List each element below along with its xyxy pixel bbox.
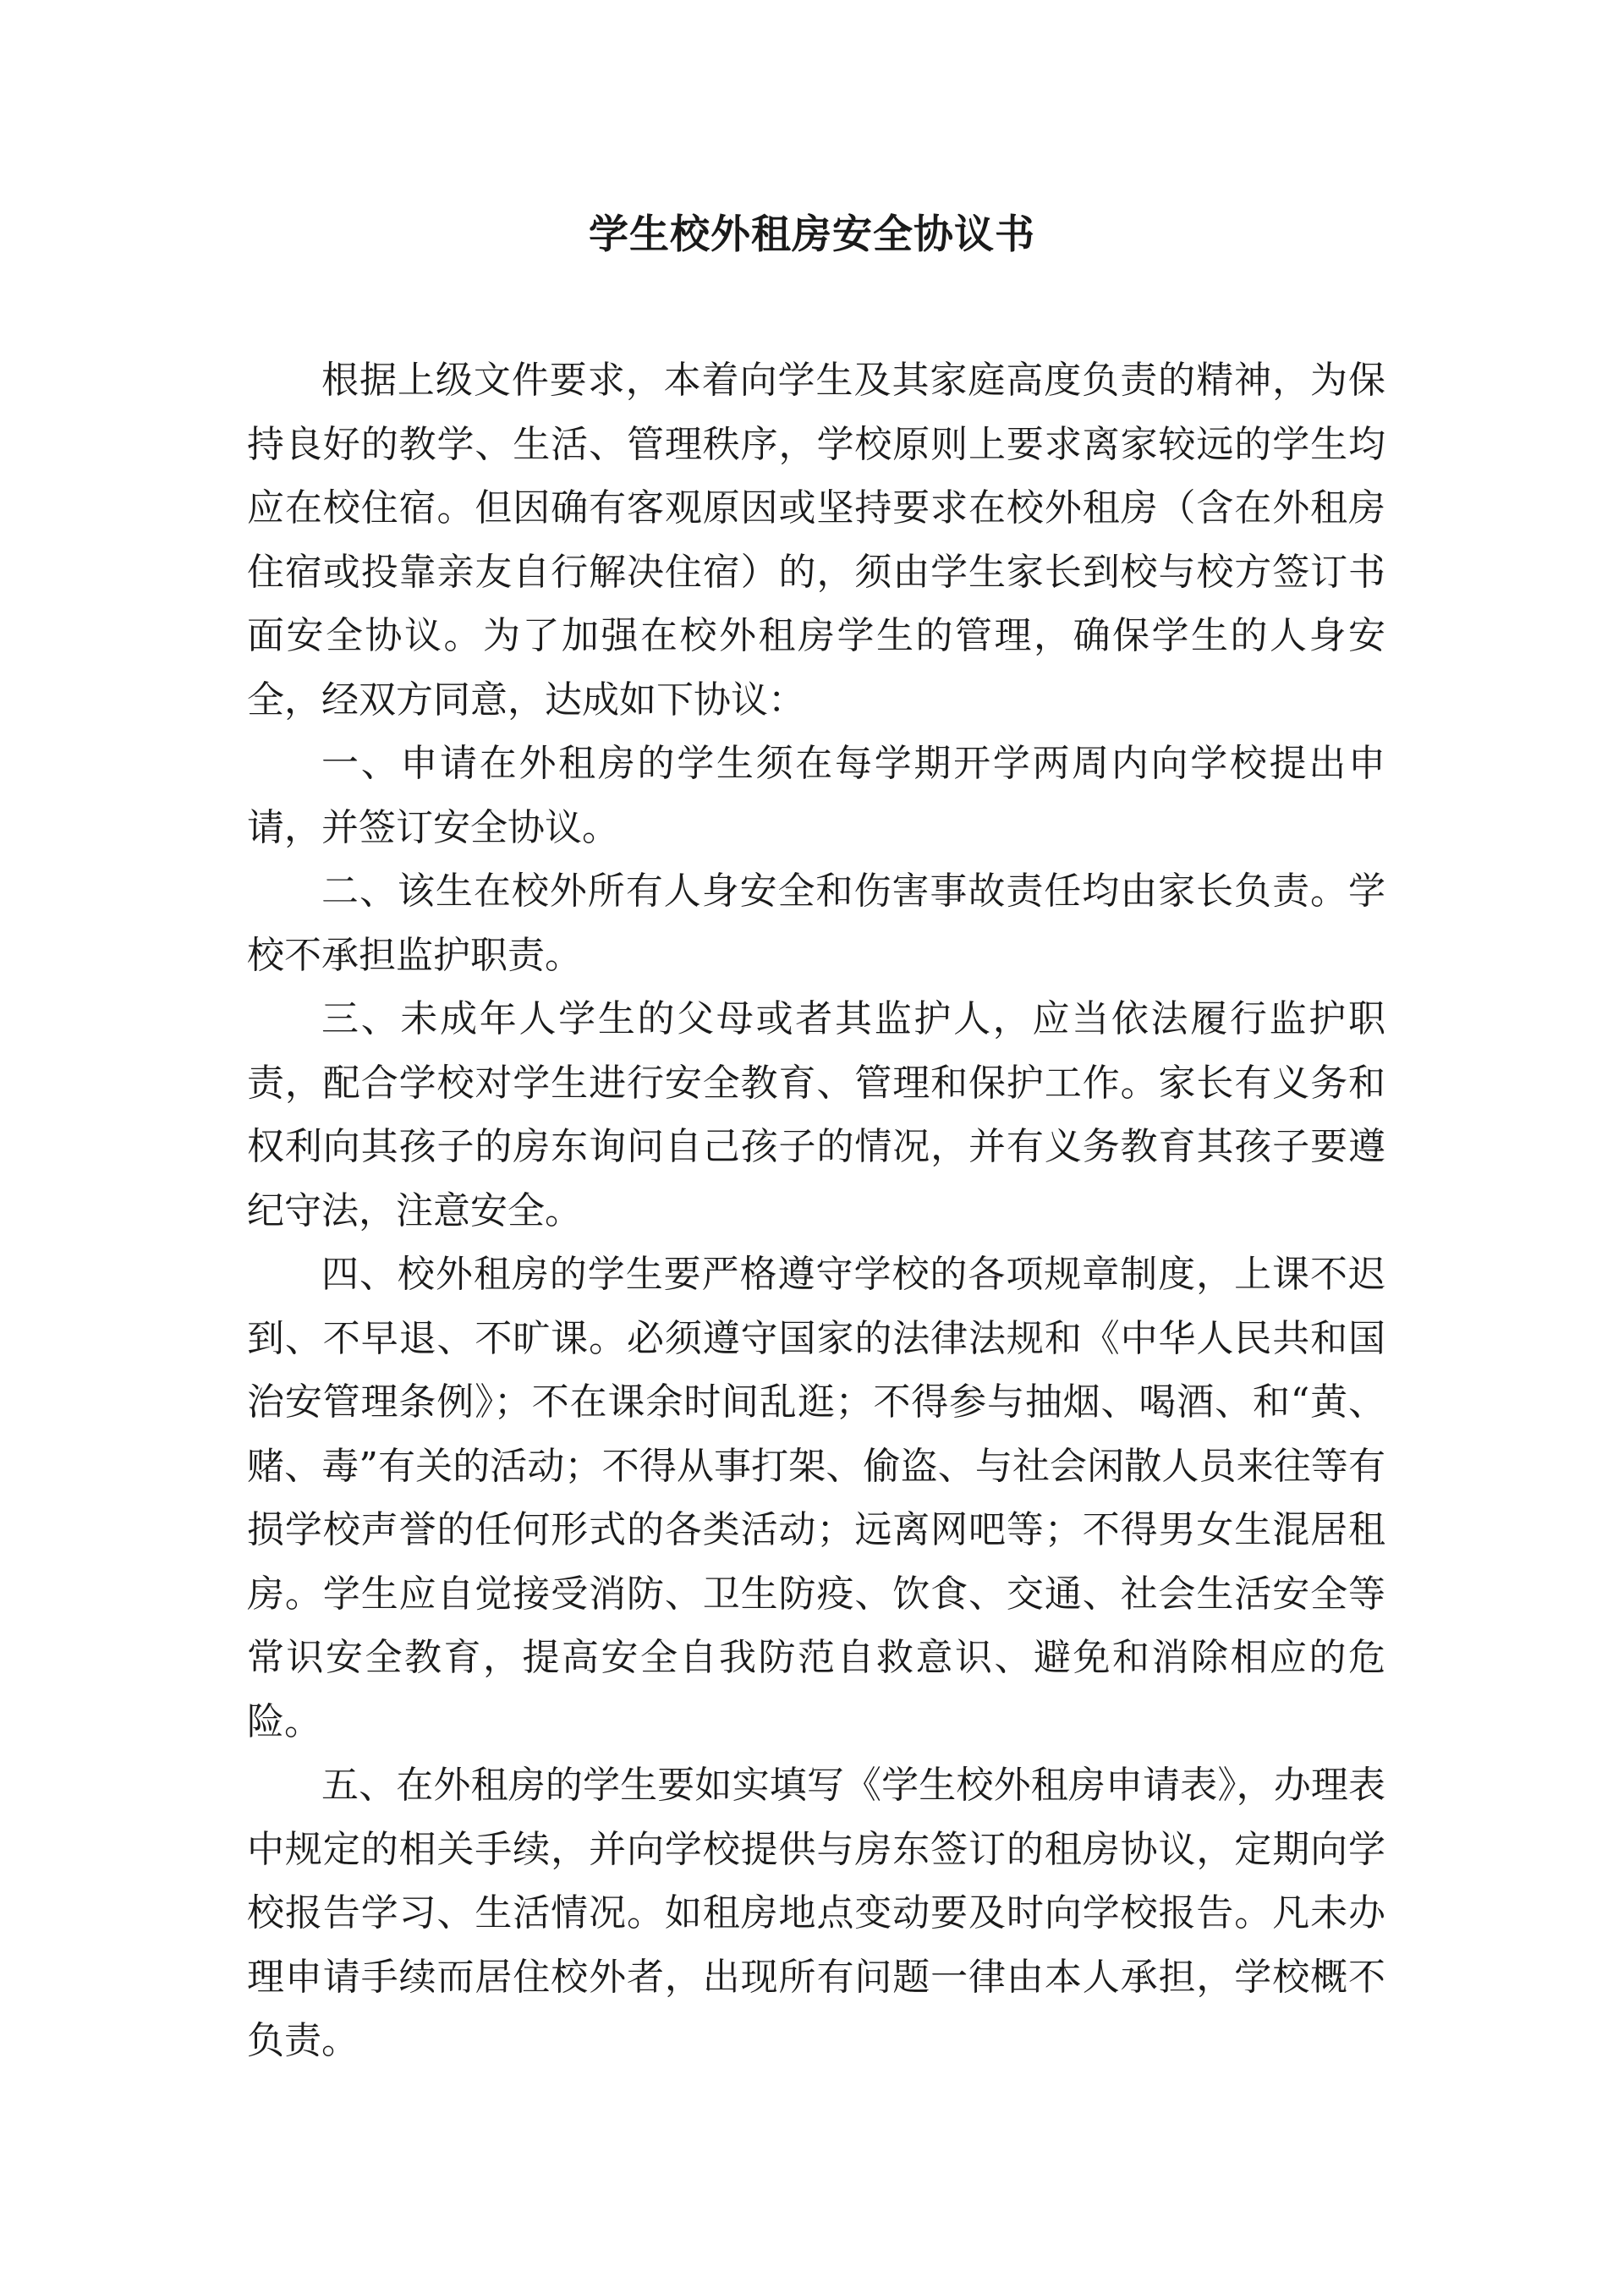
document-body [247, 348, 1385, 2073]
paragraph-clause-1: 一、申请在外租房的学生须在每学期开学两周内向学校提出申请，并签订安全协议。 [247, 742, 1385, 849]
paragraph-intro: 根据上级文件要求，本着向学生及其家庭高度负责的精神，为保持良好的教学、生活、管理秩序，学校原则上要求离家较远的学生均应在校住宿。但因确有客观原因或坚持要求在校外租房（含在外租房住宿或投靠亲友自行解决住宿）的，须由学生家长到校与校方签订书面安全协议。为了加强在校外租房学生的管理，确保学生的人身安全，经双方同意，达成如下协议： [247, 359, 1385, 722]
paragraph-clause-5: 五、在外租房的学生要如实填写《学生校外租房申请表》，办理表中规定的相关手续，并向学校提供与房东签订的租房协议，定期向学校报告学习、生活情况。如租房地点变动要及时向学校报告。凡未办理申请手续而居住校外者，出现所有问题一律由本人承担，学校概不负责。 [247, 1764, 1385, 2062]
paragraph-clause-3: 三、未成年人学生的父母或者其监护人，应当依法履行监护职责，配合学校对学生进行安全教育、管理和保护工作。家长有义务和权利向其孩子的房东询问自己孩子的情况，并有义务教育其孩子要遵纪守法，注意安全。 [247, 997, 1385, 1232]
document-title: 学生校外租房安全协议书 [589, 211, 1035, 258]
paragraph-clause-2: 二、该生在校外所有人身安全和伤害事故责任均由家长负责。学校不承担监护职责。 [247, 870, 1385, 977]
paragraph-clause-4: 四、校外租房的学生要严格遵守学校的各项规章制度，上课不迟到、不早退、不旷课。必须遵守国家的法律法规和《中华人民共和国治安管理条例》；不在课余时间乱逛；不得参与抽烟、喝酒、和“黄、赌、毒”有关的活动；不得从事打架、偷盗、与社会闲散人员来往等有损学校声誉的任何形式的各类活动；远离网吧等；不得男女生混居租房。学生应自觉接受消防、卫生防疫、饮食、交通、社会生活安全等常识安全教育，提高安全自我防范自救意识、避免和消除相应的危险。 [247, 1253, 1385, 1743]
